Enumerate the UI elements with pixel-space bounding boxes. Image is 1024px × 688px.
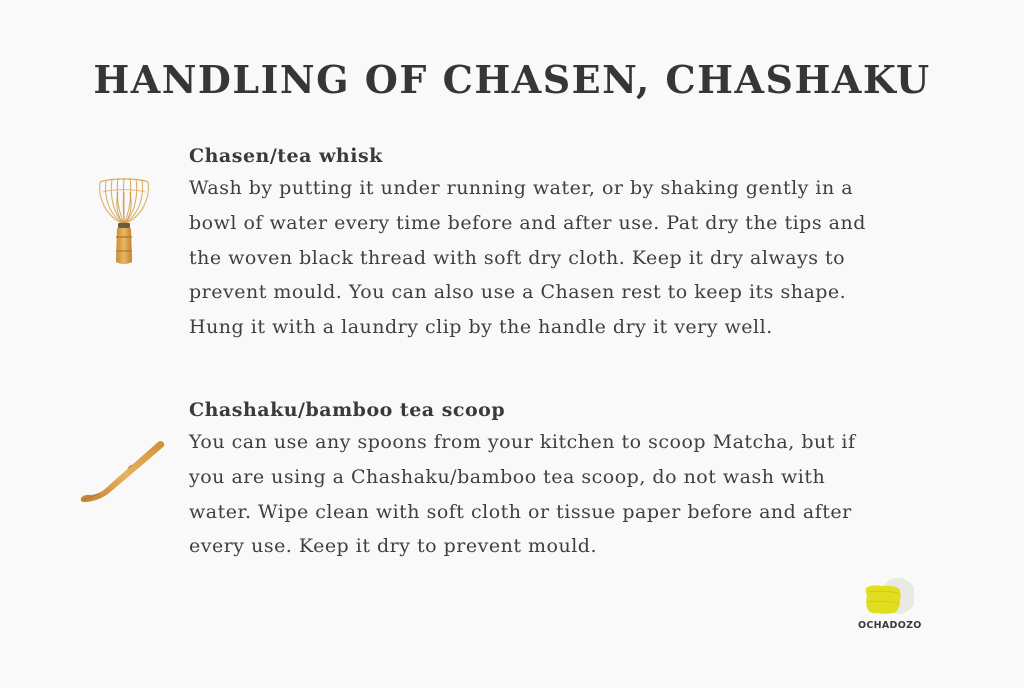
- chashaku-line: You can use any spoons from your kitchen to scoop Matcha, but if: [189, 431, 856, 453]
- brand-logo: [858, 578, 920, 636]
- chasen-heading: Chasen/tea whisk: [189, 145, 383, 167]
- chashaku-heading: Chashaku/bamboo tea scoop: [189, 399, 506, 421]
- page-title: HANDLING OF CHASEN, CHASHAKU: [93, 57, 931, 102]
- chashaku-section: [189, 395, 909, 564]
- logo-mark-icon: [862, 578, 914, 618]
- chasen-line: bowl of water every time before and after use. Pat dry the tips and: [189, 211, 866, 234]
- chashaku-line: every use. Keep it dry to prevent mould.: [189, 535, 597, 558]
- chashaku-instructions: [189, 425, 909, 564]
- chasen-instructions: [189, 171, 909, 345]
- chasen-line: prevent mould. You can also use a Chasen rest to keep its shape.: [189, 281, 847, 304]
- chasen-section: [189, 141, 909, 345]
- chasen-line: Wash by putting it under running water, or by shaking gently in a: [189, 177, 854, 199]
- chashaku-line: you are using a Chashaku/bamboo tea scoop, do not wash with: [189, 465, 826, 488]
- chasen-line: Hung it with a laundry clip by the handle dry it very well.: [189, 316, 773, 339]
- tea-whisk-icon: [94, 176, 154, 268]
- chashaku-line: water. Wipe clean with soft cloth or tissue paper before and after: [189, 500, 852, 523]
- bamboo-scoop-icon: [78, 436, 168, 508]
- chasen-line: the woven black thread with soft dry cloth. Keep it dry always to: [189, 246, 846, 269]
- brand-name: OCHADOZO: [858, 620, 922, 631]
